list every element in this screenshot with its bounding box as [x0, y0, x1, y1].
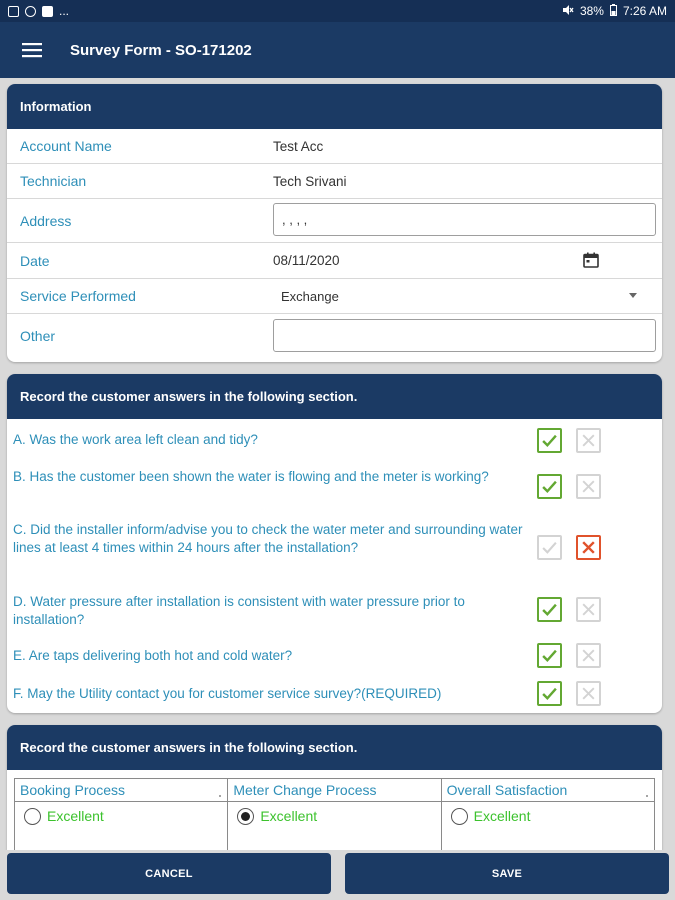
question-text: E. Are taps delivering both hot and cold water? — [13, 648, 293, 663]
address-label: Address — [20, 212, 72, 229]
date-label: Date — [20, 252, 50, 269]
notification-icons — [8, 4, 69, 18]
date-value[interactable]: 08/11/2020 — [273, 253, 340, 268]
question-row-c — [7, 521, 662, 577]
battery-icon — [610, 4, 617, 19]
questions-header: Record the customer answers in the following section. — [7, 374, 662, 419]
service-performed-select[interactable]: Exchange — [281, 288, 339, 304]
battery-percent: 38% — [579, 4, 604, 18]
no-checkbox[interactable] — [576, 535, 601, 560]
ratings-table — [14, 778, 655, 850]
system-icons — [562, 4, 667, 19]
question-text: A. Was the work area left clean and tidy? — [13, 432, 258, 447]
other-row — [7, 314, 662, 357]
questions-card — [7, 374, 662, 713]
app-bar — [0, 22, 675, 78]
x-icon — [580, 539, 597, 556]
question-row-f — [7, 677, 662, 707]
no-checkbox[interactable] — [576, 597, 601, 622]
information-header: Information — [7, 84, 662, 129]
resize-dot-icon — [646, 795, 648, 797]
yes-checkbox[interactable] — [537, 535, 562, 560]
account-name-row — [7, 129, 662, 164]
resize-dot-icon — [219, 795, 221, 797]
booking-excellent-option[interactable] — [15, 802, 227, 830]
check-icon — [541, 647, 558, 664]
menu-button[interactable] — [0, 22, 64, 78]
ratings-card — [7, 725, 662, 850]
voicemail-notification-icon — [25, 6, 36, 17]
booking-process-header — [15, 779, 227, 802]
service-performed-label: Service Performed — [20, 288, 136, 304]
save-button[interactable]: SAVE — [345, 853, 669, 894]
chevron-down-icon[interactable] — [629, 293, 637, 298]
account-name-value: Test Acc — [273, 138, 324, 154]
date-row — [7, 243, 662, 279]
x-icon — [580, 685, 597, 702]
question-text: F. May the Utility contact you for customer service survey?(REQUIRED) — [13, 686, 442, 701]
information-card — [7, 84, 662, 362]
address-input[interactable] — [273, 203, 656, 236]
ratings-header: Record the customer answers in the following section. — [7, 725, 662, 770]
technician-value: Tech Srivani — [273, 173, 347, 189]
radio-unselected-icon[interactable] — [451, 808, 468, 825]
service-performed-row — [7, 279, 662, 314]
question-text: B. Has the customer been shown the water is flowing and the meter is working? — [13, 469, 489, 484]
question-row-a — [7, 426, 662, 456]
meter-change-process-header — [228, 779, 440, 802]
column-title: Meter Change Process — [233, 782, 377, 798]
no-checkbox[interactable] — [576, 428, 601, 453]
overall-satisfaction-column — [442, 779, 654, 850]
page-title: Survey Form - SO-171202 — [70, 41, 252, 59]
column-title: Booking Process — [20, 782, 126, 798]
hamburger-menu-icon — [22, 42, 42, 58]
radio-unselected-icon[interactable] — [24, 808, 41, 825]
more-notifications: ... — [59, 4, 70, 18]
check-icon — [541, 539, 558, 556]
photo-notification-icon — [8, 6, 19, 17]
other-label: Other — [20, 327, 56, 344]
no-checkbox[interactable] — [576, 474, 601, 499]
app-notification-icon — [42, 6, 53, 17]
no-checkbox[interactable] — [576, 643, 601, 668]
radio-dot — [241, 812, 250, 821]
clock: 7:26 AM — [622, 4, 667, 18]
check-icon — [541, 601, 558, 618]
x-icon — [580, 432, 597, 449]
technician-label: Technician — [20, 173, 87, 189]
column-title: Overall Satisfaction — [446, 782, 568, 798]
check-icon — [541, 478, 558, 495]
meter-change-excellent-option[interactable] — [228, 802, 440, 830]
x-icon — [580, 601, 597, 618]
overall-excellent-option[interactable] — [442, 802, 654, 830]
question-text: C. Did the installer inform/advise you to check the water meter and surrounding water lines at least 4 times within 24 hours after the installation? — [13, 522, 523, 555]
x-icon — [580, 647, 597, 664]
meter-change-process-column — [228, 779, 441, 850]
question-row-e — [7, 640, 662, 670]
option-label: Excellent — [473, 808, 531, 824]
address-row — [7, 199, 662, 243]
yes-checkbox[interactable] — [537, 681, 562, 706]
option-label: Excellent — [260, 808, 318, 824]
technician-row — [7, 164, 662, 199]
option-label: Excellent — [47, 808, 104, 824]
account-name-label: Account Name — [20, 138, 112, 154]
question-row-d — [7, 593, 662, 633]
question-row-b — [7, 466, 662, 506]
booking-process-column — [15, 779, 228, 850]
action-bar — [0, 850, 675, 900]
yes-checkbox[interactable] — [537, 643, 562, 668]
overall-satisfaction-header — [442, 779, 654, 802]
check-icon — [541, 685, 558, 702]
yes-checkbox[interactable] — [537, 428, 562, 453]
calendar-icon[interactable] — [583, 252, 599, 268]
other-input[interactable] — [273, 319, 656, 352]
cancel-button[interactable]: CANCEL — [7, 853, 331, 894]
mute-icon — [562, 4, 574, 19]
yes-checkbox[interactable] — [537, 597, 562, 622]
x-icon — [580, 478, 597, 495]
yes-checkbox[interactable] — [537, 474, 562, 499]
question-text: D. Water pressure after installation is consistent with water pressure prior to installation? — [13, 594, 465, 627]
check-icon — [541, 432, 558, 449]
radio-selected-icon[interactable] — [237, 808, 254, 825]
status-bar — [0, 0, 675, 22]
no-checkbox[interactable] — [576, 681, 601, 706]
